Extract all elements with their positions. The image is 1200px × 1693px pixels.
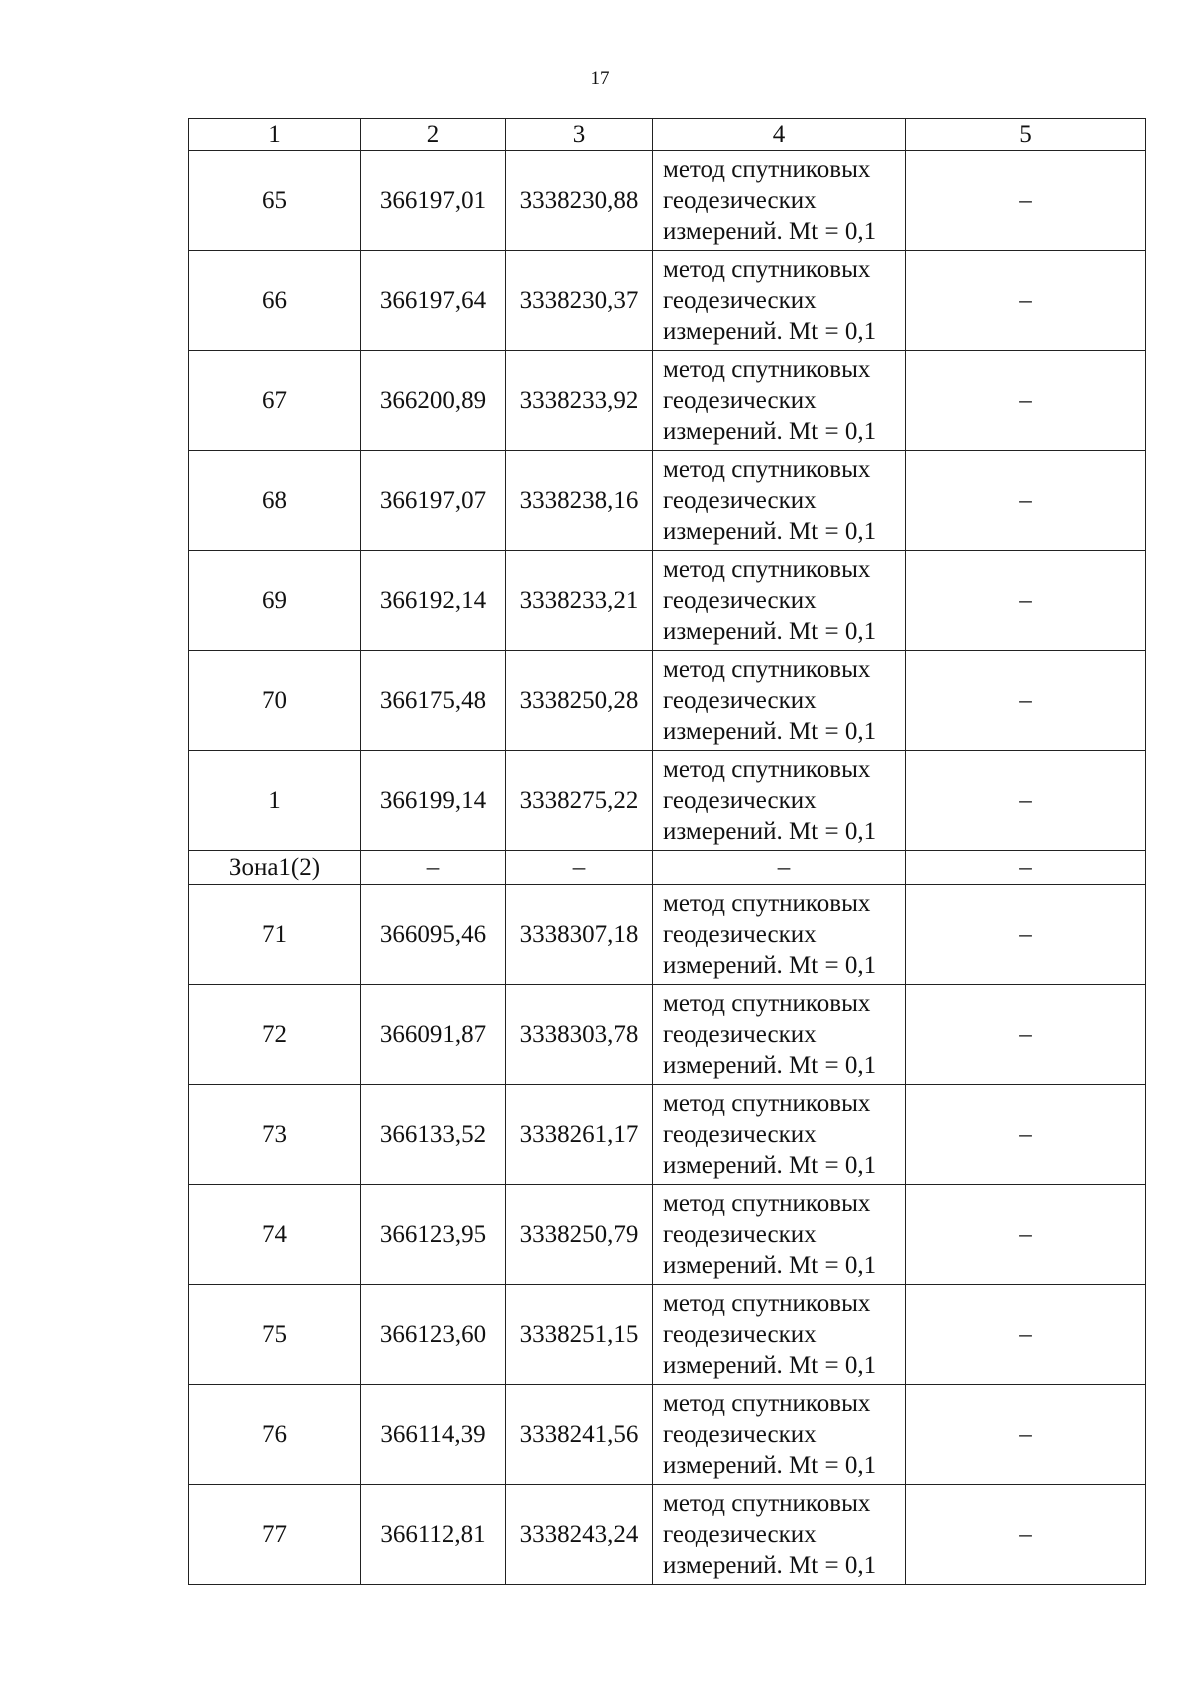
- point-number-cell: 69: [189, 551, 361, 651]
- method-cell: метод спутниковых геодезических измерений. Mt = 0,1: [653, 1185, 906, 1285]
- method-cell: метод спутниковых геодезических измерений. Mt = 0,1: [653, 985, 906, 1085]
- method-cell: метод спутниковых геодезических измерений. Mt = 0,1: [653, 1385, 906, 1485]
- table-row: [189, 1285, 1146, 1385]
- y-coordinate-cell: 3338307,18: [506, 885, 653, 985]
- table-row: [189, 1485, 1146, 1585]
- extra-cell: –: [906, 351, 1146, 451]
- method-cell: метод спутниковых геодезических измерений. Mt = 0,1: [653, 451, 906, 551]
- method-cell: метод спутниковых геодезических измерений. Mt = 0,1: [653, 1085, 906, 1185]
- point-number-cell: 73: [189, 1085, 361, 1185]
- x-coordinate-cell: 366175,48: [361, 651, 506, 751]
- x-coordinate-cell: 366192,14: [361, 551, 506, 651]
- header-cell-1: 1: [189, 119, 361, 151]
- x-coordinate-cell: 366114,39: [361, 1385, 506, 1485]
- method-cell: метод спутниковых геодезических измерений. Mt = 0,1: [653, 551, 906, 651]
- page-number: 17: [590, 68, 610, 89]
- y-coordinate-cell: 3338230,37: [506, 251, 653, 351]
- extra-cell: –: [906, 551, 1146, 651]
- extra-cell: –: [906, 651, 1146, 751]
- extra-cell: –: [906, 1285, 1146, 1385]
- x-coordinate-cell: 366197,64: [361, 251, 506, 351]
- table-row: [189, 1385, 1146, 1485]
- x-coordinate-cell: 366197,01: [361, 151, 506, 251]
- x-coordinate-cell: 366123,60: [361, 1285, 506, 1385]
- point-number-cell: 77: [189, 1485, 361, 1585]
- point-number-cell: 66: [189, 251, 361, 351]
- table-row: [189, 985, 1146, 1085]
- extra-cell: –: [906, 1185, 1146, 1285]
- coordinates-table: [188, 118, 1146, 1585]
- x-coordinate-cell: 366200,89: [361, 351, 506, 451]
- x-coordinate-cell: 366112,81: [361, 1485, 506, 1585]
- header-cell-5: 5: [906, 119, 1146, 151]
- point-number-cell: 75: [189, 1285, 361, 1385]
- point-number-cell: 72: [189, 985, 361, 1085]
- extra-cell: –: [906, 751, 1146, 851]
- x-coordinate-cell: –: [361, 851, 506, 885]
- y-coordinate-cell: –: [506, 851, 653, 885]
- method-cell: метод спутниковых геодезических измерений. Mt = 0,1: [653, 151, 906, 251]
- table-row: [189, 751, 1146, 851]
- header-cell-2: 2: [361, 119, 506, 151]
- y-coordinate-cell: 3338233,21: [506, 551, 653, 651]
- method-cell: метод спутниковых геодезических измерений. Mt = 0,1: [653, 351, 906, 451]
- table-row: [189, 451, 1146, 551]
- x-coordinate-cell: 366197,07: [361, 451, 506, 551]
- method-cell: метод спутниковых геодезических измерений. Mt = 0,1: [653, 251, 906, 351]
- header-cell-3: 3: [506, 119, 653, 151]
- y-coordinate-cell: 3338241,56: [506, 1385, 653, 1485]
- extra-cell: –: [906, 1085, 1146, 1185]
- y-coordinate-cell: 3338250,28: [506, 651, 653, 751]
- x-coordinate-cell: 366091,87: [361, 985, 506, 1085]
- x-coordinate-cell: 366199,14: [361, 751, 506, 851]
- method-cell: метод спутниковых геодезических измерений. Mt = 0,1: [653, 1485, 906, 1585]
- zone-row: [189, 851, 1146, 885]
- table-row: [189, 1085, 1146, 1185]
- point-number-cell: 65: [189, 151, 361, 251]
- x-coordinate-cell: 366095,46: [361, 885, 506, 985]
- y-coordinate-cell: 3338261,17: [506, 1085, 653, 1185]
- extra-cell: –: [906, 1385, 1146, 1485]
- y-coordinate-cell: 3338233,92: [506, 351, 653, 451]
- point-number-cell: 71: [189, 885, 361, 985]
- point-number-cell: Зона1(2): [189, 851, 361, 885]
- x-coordinate-cell: 366123,95: [361, 1185, 506, 1285]
- y-coordinate-cell: 3338250,79: [506, 1185, 653, 1285]
- extra-cell: –: [906, 1485, 1146, 1585]
- point-number-cell: 76: [189, 1385, 361, 1485]
- extra-cell: –: [906, 451, 1146, 551]
- point-number-cell: 1: [189, 751, 361, 851]
- table-row: [189, 151, 1146, 251]
- point-number-cell: 74: [189, 1185, 361, 1285]
- table-row: [189, 551, 1146, 651]
- extra-cell: –: [906, 851, 1146, 885]
- point-number-cell: 68: [189, 451, 361, 551]
- y-coordinate-cell: 3338230,88: [506, 151, 653, 251]
- table-body: [189, 119, 1146, 1585]
- extra-cell: –: [906, 885, 1146, 985]
- y-coordinate-cell: 3338275,22: [506, 751, 653, 851]
- y-coordinate-cell: 3338243,24: [506, 1485, 653, 1585]
- method-cell: метод спутниковых геодезических измерений. Mt = 0,1: [653, 751, 906, 851]
- table-row: [189, 1185, 1146, 1285]
- extra-cell: –: [906, 251, 1146, 351]
- method-cell: метод спутниковых геодезических измерений. Mt = 0,1: [653, 1285, 906, 1385]
- method-cell: метод спутниковых геодезических измерений. Mt = 0,1: [653, 885, 906, 985]
- point-number-cell: 67: [189, 351, 361, 451]
- extra-cell: –: [906, 985, 1146, 1085]
- x-coordinate-cell: 366133,52: [361, 1085, 506, 1185]
- extra-cell: –: [906, 151, 1146, 251]
- table-row: [189, 885, 1146, 985]
- table-header-row: [189, 119, 1146, 151]
- y-coordinate-cell: 3338238,16: [506, 451, 653, 551]
- method-cell: метод спутниковых геодезических измерений. Mt = 0,1: [653, 651, 906, 751]
- point-number-cell: 70: [189, 651, 361, 751]
- table-row: [189, 251, 1146, 351]
- table-row: [189, 651, 1146, 751]
- method-cell: –: [653, 851, 906, 885]
- y-coordinate-cell: 3338251,15: [506, 1285, 653, 1385]
- y-coordinate-cell: 3338303,78: [506, 985, 653, 1085]
- table-row: [189, 351, 1146, 451]
- header-cell-4: 4: [653, 119, 906, 151]
